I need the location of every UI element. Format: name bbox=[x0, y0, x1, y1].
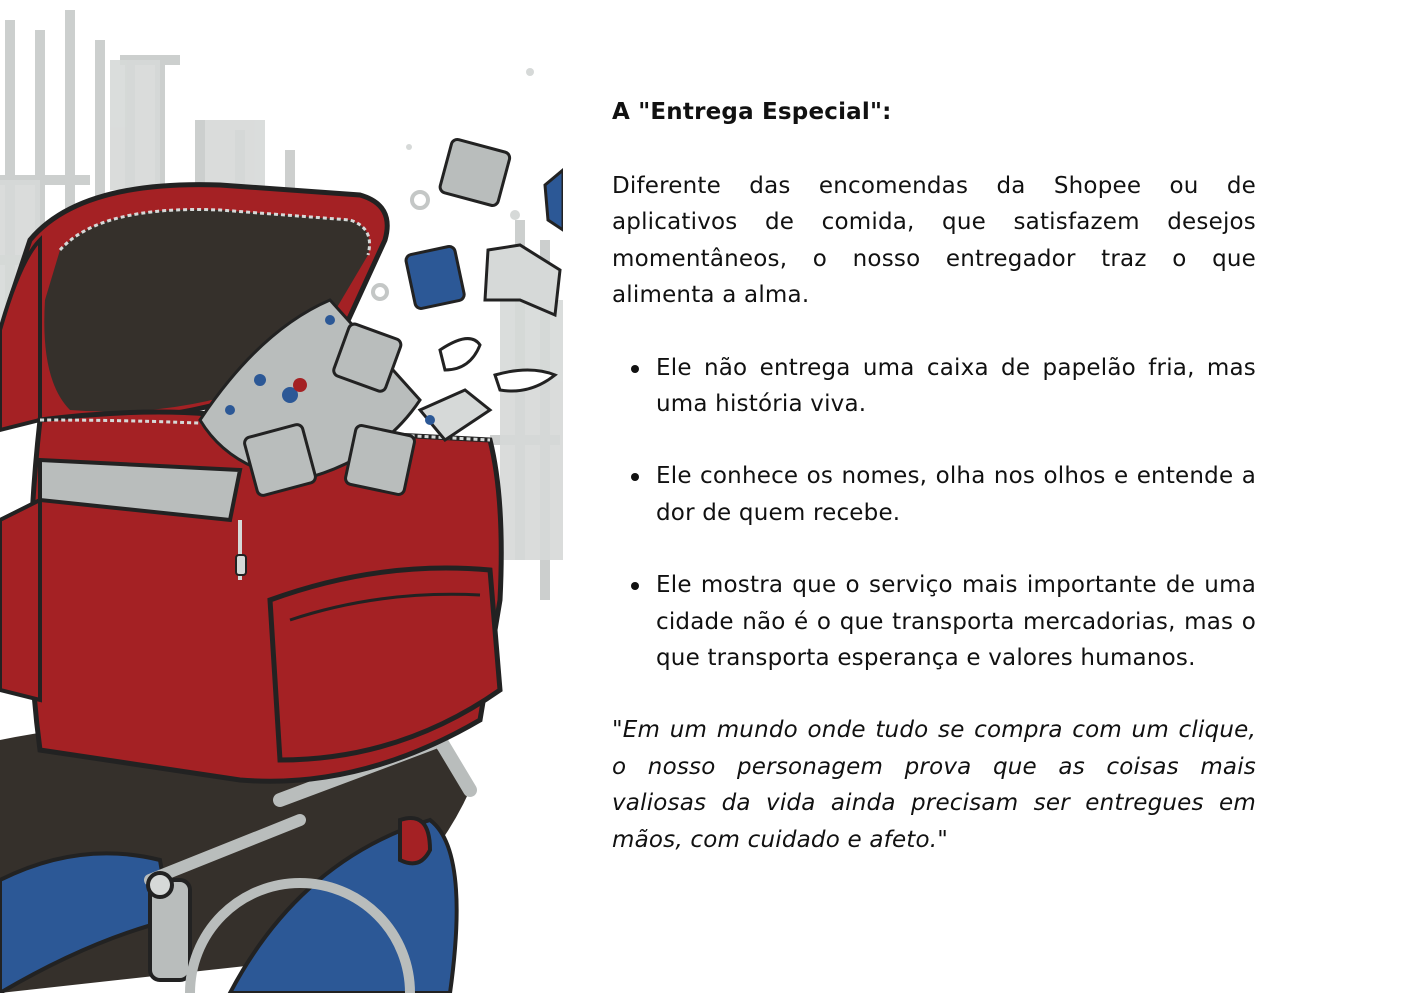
list-item-text: Ele mostra que o serviço mais importante de uma cidade não é o que transporta mercadorias, mas o que transporta esperança e valores humanos. bbox=[656, 572, 1256, 672]
illustration-svg bbox=[0, 0, 563, 993]
list-item bbox=[612, 350, 1256, 423]
intro-paragraph: Diferente das encomendas da Shopee ou de aplicativos de comida, que satisfazem desejos momentâneos, o nosso entregador traz o que alimenta a alma. bbox=[612, 173, 1256, 309]
list-item bbox=[612, 567, 1256, 676]
bullet-dot-icon bbox=[631, 582, 639, 590]
delivery-backpack-illustration bbox=[0, 0, 563, 993]
bullet-dot-icon bbox=[631, 365, 639, 373]
bullet-list bbox=[612, 350, 1256, 677]
section-heading: A "Entrega Especial": bbox=[612, 99, 892, 125]
text-column bbox=[612, 92, 1256, 858]
list-item bbox=[612, 458, 1256, 531]
list-item-text: Ele não entrega uma caixa de papelão fria, mas uma história viva. bbox=[656, 354, 1256, 418]
bullet-dot-icon bbox=[631, 473, 639, 481]
closing-quote: "Em um mundo onde tudo se compra com um clique, o nosso personagem prova que as coisas mais valiosas da vida ainda precisam ser entregues em mãos, com cuidado e afeto." bbox=[612, 717, 1256, 853]
list-item-text: Ele conhece os nomes, olha nos olhos e entende a dor de quem recebe. bbox=[656, 463, 1256, 526]
